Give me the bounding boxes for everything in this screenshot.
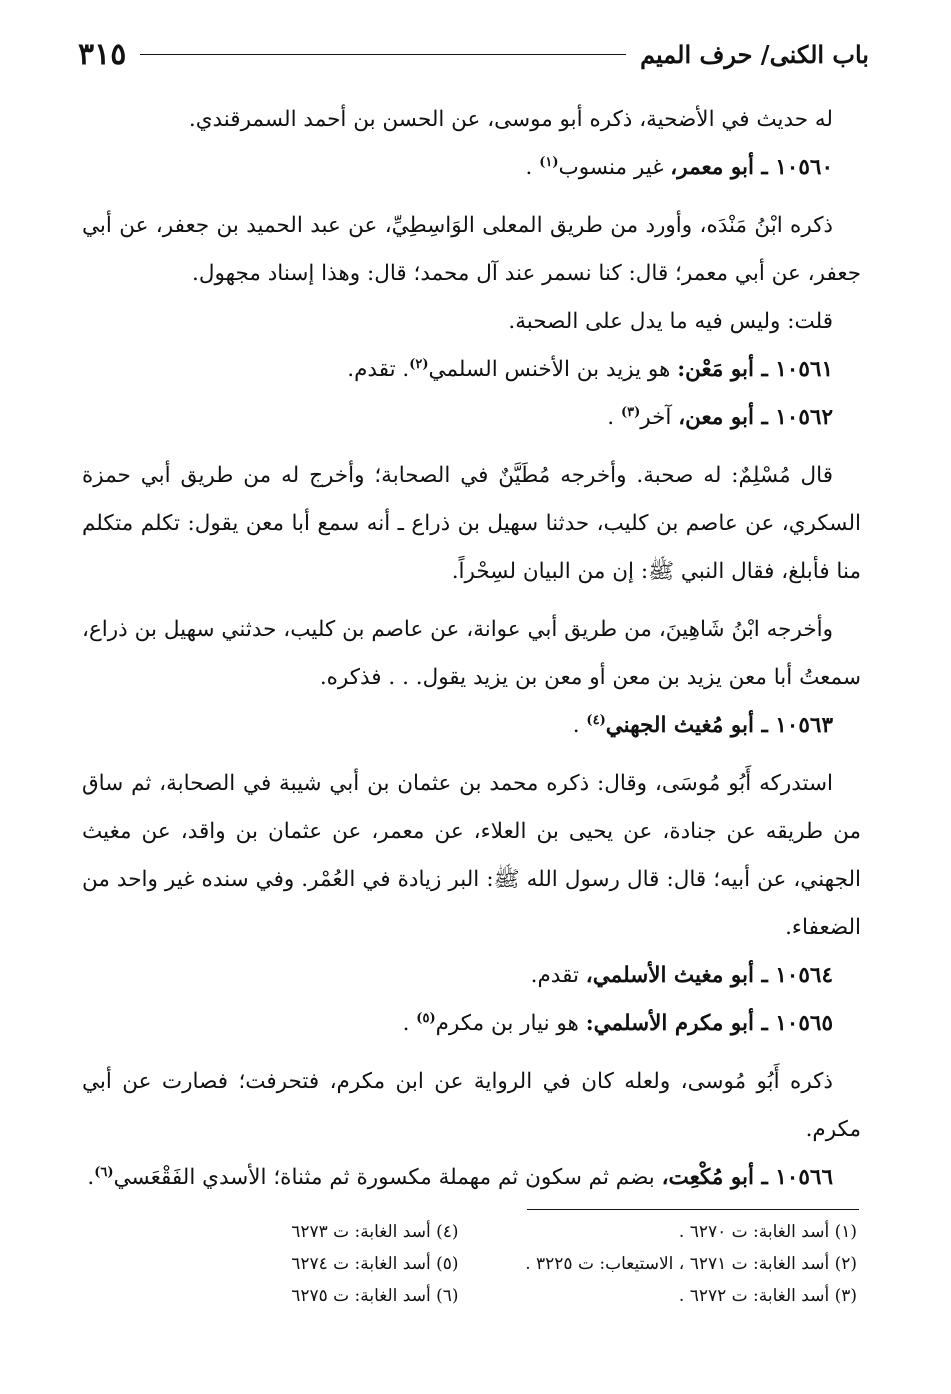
entry-10561: [82, 346, 861, 394]
footnote-6: (٦) أسد الغابة: ت ٦٢٧٥: [291, 1286, 459, 1306]
paragraph: قال مُسْلِمٌ: له صحبة. وأخرجه مُطَيَّنٌ في الصحابة؛ وأخرج له من طريق أبي حمزة السكري، عن عاصم بن كليب، حدثنا سهيل بن ذراع ـ أنه سمع أبا معن يقول: تكلم متكلم منا فأبلغ، فقال النبي ﷺ: إن من البيان لسِحْراً.: [82, 463, 861, 584]
footnote-marker: (٣): [620, 404, 641, 420]
entry-10564: [82, 952, 861, 1000]
entry-name: ـ أبو مُغيث الجهني: [605, 713, 768, 738]
paragraph: استدركه أَبُو مُوسَى، وقال: ذكره محمد بن عثمان بن أبي شيبة في الصحابة، ثم ساق من طريقه عن جنادة، عن يحيى بن العلاء، عن معمر، عن عثمان بن واقد، عن مغيث الجهني، عن أبيه؛ قال: قال رسول الله ﷺ: البر زيادة في العُمْر. وفي سنده غير واحد من الضعفاء.: [82, 771, 861, 940]
footnote-2: (٢) أسد الغابة: ت ٦٢٧١ ، الاستيعاب: ت ٣٢٢٥ .: [525, 1254, 857, 1274]
entry-tail: .: [402, 1011, 417, 1036]
entry-number: ١٠٥٦٤: [775, 963, 833, 988]
footnote-1: (١) أسد الغابة: ت ٦٢٧٠ .: [678, 1222, 857, 1242]
entry-name: ـ أبو مكرم الأسلمي:: [585, 1011, 768, 1036]
entry-number: ١٠٥٦٣: [775, 713, 833, 738]
entry-tail: . تقدم.: [347, 357, 410, 382]
footnote-divider: [527, 1209, 859, 1210]
footnotes-column-left: [100, 1216, 459, 1312]
entry-number: ١٠٥٦٥: [775, 1011, 833, 1036]
entry-tail: .: [607, 405, 621, 430]
entry-text: بضم ثم سكون ثم مهملة مكسورة ثم مثناة؛ الأسدي الفَقْعَسي: [113, 1165, 662, 1190]
entry-10565: [82, 1000, 861, 1048]
entry-10566: [82, 1154, 861, 1202]
entry-number: ١٠٥٦٢: [775, 405, 833, 430]
running-title: باب الكنى/ حرف الميم: [640, 39, 869, 69]
footnote-marker: (٢): [409, 356, 429, 372]
entry-number: ١٠٥٦٠: [775, 155, 833, 180]
entry-tail: .: [87, 1165, 95, 1190]
entry-text: غير منسوب: [558, 155, 671, 180]
entry-name: ـ أبو معمر،: [670, 155, 768, 180]
entry-name: ـ أبو مَعْن:: [677, 357, 768, 382]
footnotes: [100, 1216, 857, 1312]
paragraph: قلت: وليس فيه ما يدل على الصحبة.: [508, 309, 833, 334]
entry-number: ١٠٥٦٦: [775, 1165, 833, 1190]
entry-name: ـ أبو مغيث الأسلمي،: [585, 963, 768, 988]
page-header: [78, 30, 869, 78]
header-rule: [140, 54, 626, 55]
footnotes-column-right: [499, 1216, 858, 1312]
entry-text: تقدم.: [530, 963, 586, 988]
entry-10562: [82, 394, 861, 442]
paragraph: وأخرجه ابْنُ شَاهِينَ، من طريق أبي عوانة، عن عاصم بن كليب، حدثني سهيل بن ذراع، سمعتُ أبا معن يزيد بن معن أو معن بن يزيد يقول. . . فذكره.: [82, 617, 861, 690]
footnote-4: (٤) أسد الغابة: ت ٦٢٧٣: [291, 1222, 459, 1242]
entry-10560: [82, 144, 861, 192]
entry-name: ـ أبو معن،: [678, 405, 768, 430]
page-number: ٣١٥: [78, 36, 127, 72]
page-body: [82, 96, 861, 1202]
entry-tail: .: [572, 713, 587, 738]
footnote-5: (٥) أسد الغابة: ت ٦٢٧٤: [291, 1254, 459, 1274]
paragraph: له حديث في الأضحية، ذكره أبو موسى، عن الحسن بن أحمد السمرقندي.: [188, 107, 833, 132]
footnote-marker: (٤): [586, 712, 606, 728]
footnote-marker: (٥): [416, 1010, 436, 1026]
entry-tail: .: [525, 155, 540, 180]
entry-text: هو نيار بن مكرم: [435, 1011, 586, 1036]
entry-10563: [82, 702, 861, 750]
footnote-3: (٣) أسد الغابة: ت ٦٢٧٢ .: [678, 1286, 857, 1306]
footnote-marker: (١): [539, 154, 559, 170]
entry-text: هو يزيد بن الأخنس السلمي: [428, 357, 678, 382]
paragraph: ذكره ابْنُ مَنْدَه، وأورد من طريق المعلى الوَاسِطِيِّ، عن عبد الحميد بن جعفر، عن أبي جعفر، عن أبي معمر؛ قال: كنا نسمر عند آل محمد؛ قال: وهذا إسناد مجهول.: [82, 213, 861, 286]
entry-name: ـ أبو مُكْعِت،: [661, 1165, 768, 1190]
entry-text: آخر: [640, 405, 679, 430]
paragraph: ذكره أَبُو مُوسى، ولعله كان في الرواية عن ابن مكرم، فتحرفت؛ فصارت عن أبي مكرم.: [82, 1069, 861, 1142]
footnote-marker: (٦): [94, 1164, 114, 1180]
entry-number: ١٠٥٦١: [775, 357, 833, 382]
